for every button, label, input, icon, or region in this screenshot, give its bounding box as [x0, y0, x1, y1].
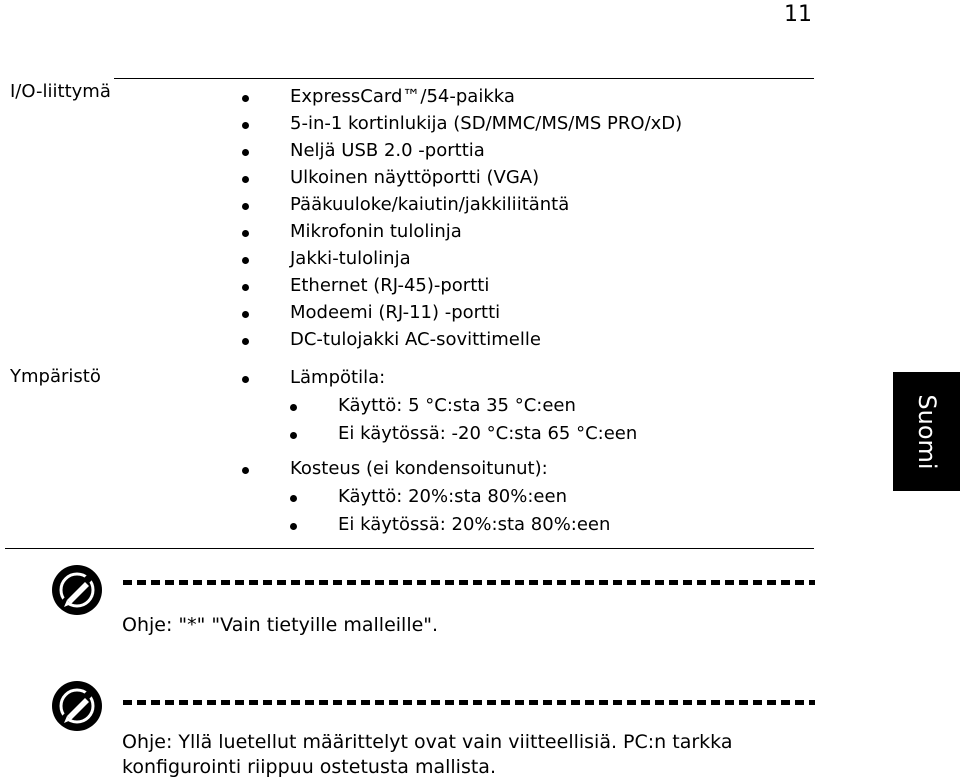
bullet-dot	[242, 122, 249, 129]
io-item: Ethernet (RJ-45)-portti	[290, 275, 490, 296]
bullet-dot	[242, 95, 249, 102]
bullet-dot	[242, 284, 249, 291]
note-text	[122, 613, 822, 638]
temperature-label: Lämpötila:	[290, 367, 386, 388]
note-dashed-divider	[123, 700, 815, 705]
temperature-non-operating: Ei käytössä: -20 °C:sta 65 °C:een	[338, 423, 638, 444]
io-item: DC-tulojakki AC-sovittimelle	[290, 329, 541, 350]
temperature-operating: Käyttö: 5 °C:sta 35 °C:een	[338, 395, 576, 416]
language-side-tab	[893, 372, 960, 491]
language-side-tab-label: Suomi	[912, 393, 941, 470]
bullet-dot	[242, 203, 249, 210]
bullet-dot	[290, 495, 297, 502]
note-pen-icon	[50, 679, 104, 733]
note-prefix: Ohje:	[122, 614, 173, 636]
humidity-operating: Käyttö: 20%:sta 80%:een	[338, 486, 567, 507]
io-item: Jakki-tulolinja	[290, 248, 411, 269]
note-prefix: Ohje:	[122, 731, 173, 753]
bullet-dot	[242, 338, 249, 345]
io-item: Ulkoinen näyttöportti (VGA)	[290, 167, 540, 188]
note-dashed-divider	[123, 580, 815, 585]
note-body: "*" "Vain tietyille malleille".	[172, 614, 439, 636]
note-pen-icon	[50, 563, 104, 617]
environment-label: Ympäristö	[10, 366, 101, 387]
io-item: Pääkuuloke/kaiutin/jakkiliitäntä	[290, 194, 570, 215]
note-body: Yllä luetellut määrittelyt ovat vain viitteellisiä. PC:n tarkka konfigurointi riippuu ostetusta mallista.	[122, 731, 733, 778]
bullet-dot	[242, 311, 249, 318]
bullet-dot	[242, 176, 249, 183]
io-item: Neljä USB 2.0 -porttia	[290, 140, 485, 161]
io-item: Modeemi (RJ-11) -portti	[290, 302, 501, 323]
bullet-dot	[290, 523, 297, 530]
bullet-dot	[242, 376, 249, 383]
humidity-label: Kosteus (ei kondensoitunut):	[290, 458, 548, 479]
page-number: 11	[784, 2, 812, 27]
bullet-dot	[242, 230, 249, 237]
bullet-dot	[242, 257, 249, 264]
bullet-dot	[290, 404, 297, 411]
bullet-dot	[242, 467, 249, 474]
bullet-dot	[242, 149, 249, 156]
io-item: ExpressCard™/54-paikka	[290, 86, 515, 107]
bullet-dot	[290, 432, 297, 439]
table-bottom-rule	[5, 548, 814, 549]
io-item: 5-in-1 kortinlukija (SD/MMC/MS/MS PRO/xD)	[290, 113, 683, 134]
note-text	[122, 730, 822, 780]
io-label: I/O-liittymä	[10, 81, 111, 102]
humidity-non-operating: Ei käytössä: 20%:sta 80%:een	[338, 514, 611, 535]
table-top-rule	[114, 78, 814, 79]
io-item: Mikrofonin tulolinja	[290, 221, 462, 242]
